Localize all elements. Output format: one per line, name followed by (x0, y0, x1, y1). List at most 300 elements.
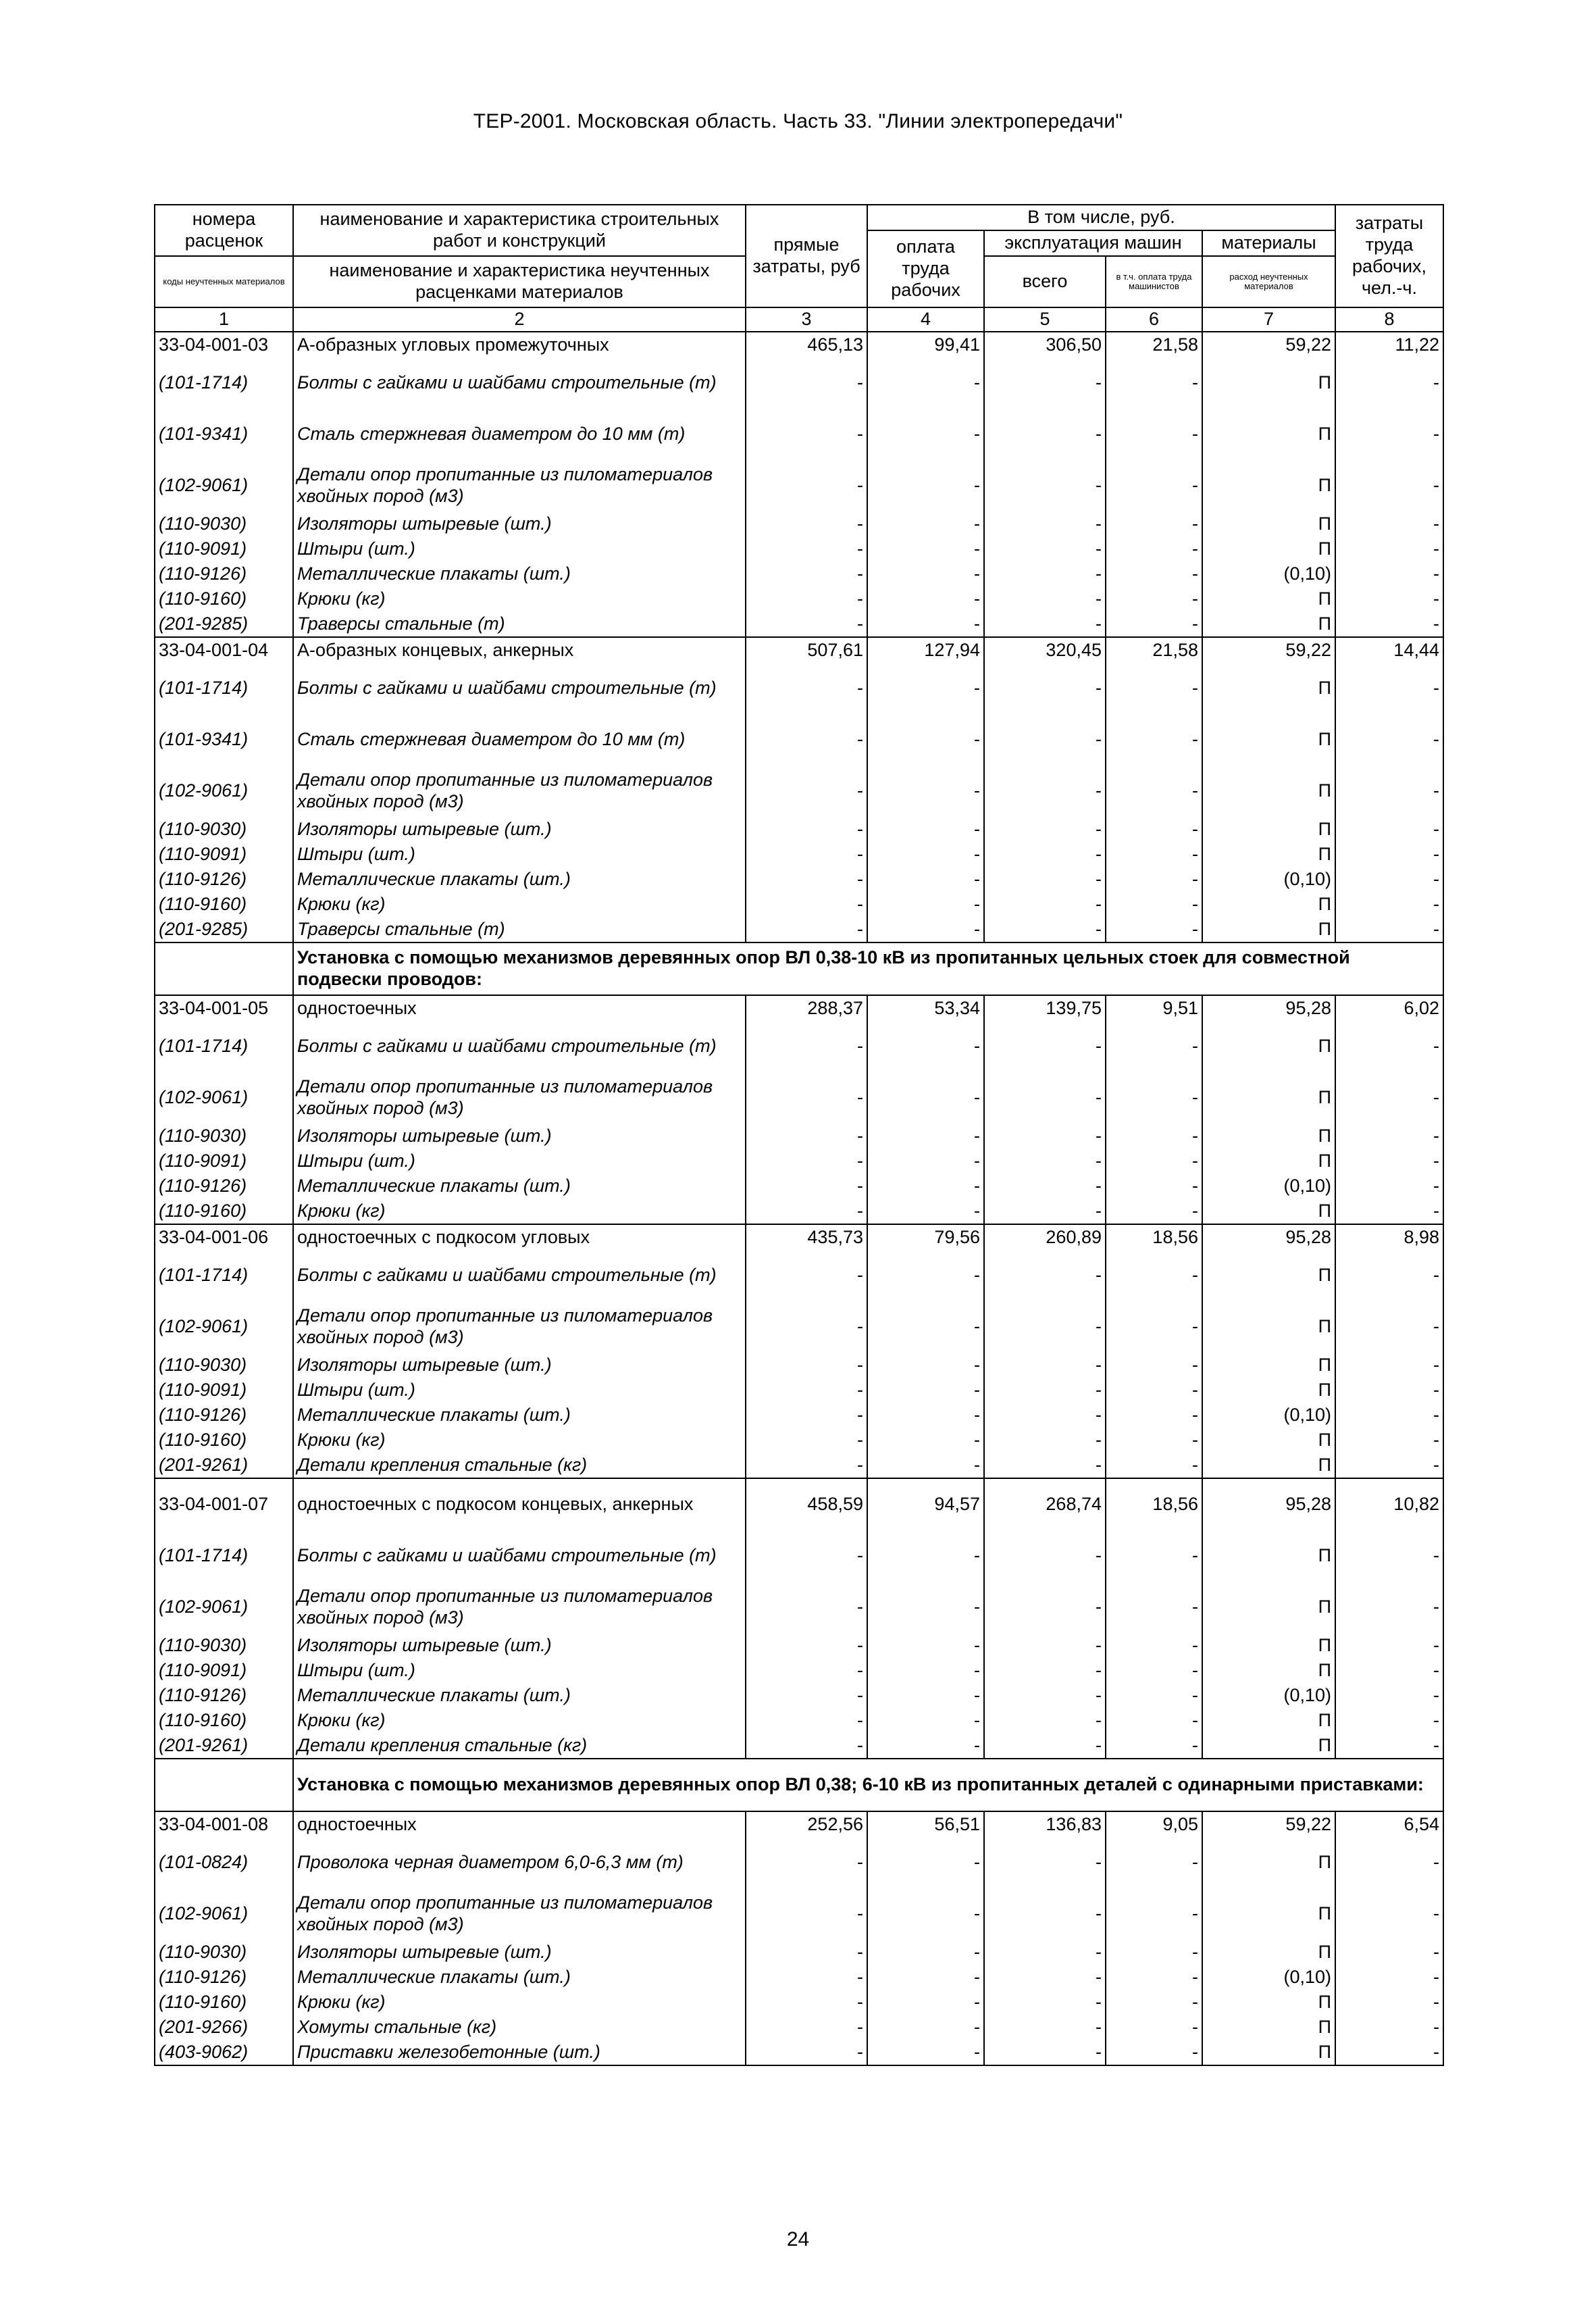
direct-costs-value: - (746, 511, 867, 536)
wages-value: 127,94 (867, 637, 984, 663)
labor-costs-value: - (1335, 817, 1443, 842)
wages-value: - (867, 611, 984, 637)
materials-value: П (1202, 2015, 1335, 2040)
wages-value: - (867, 1733, 984, 1759)
materials-value: 95,28 (1202, 1478, 1335, 1530)
wages-value: - (867, 1990, 984, 2015)
wages-value: - (867, 1708, 984, 1733)
material-name: Штыри (шт.) (293, 536, 746, 561)
machines-total-value: - (984, 460, 1106, 511)
wages-value: - (867, 1837, 984, 1888)
header-materials: материалы (1202, 230, 1335, 256)
rate-name: одностоечных с подкосом угловых (293, 1224, 746, 1250)
materials-value: П (1202, 917, 1335, 942)
machines-total-value: - (984, 917, 1106, 942)
machinist-wages-value: - (1106, 1582, 1202, 1633)
wages-value: - (867, 817, 984, 842)
material-row (155, 460, 1443, 511)
material-code: (110-9091) (155, 1149, 293, 1174)
material-code: (101-1714) (155, 1021, 293, 1072)
machinist-wages-value: - (1106, 1683, 1202, 1708)
direct-costs-value: - (746, 2015, 867, 2040)
material-row (155, 1940, 1443, 1965)
wages-value: - (867, 460, 984, 511)
materials-value: П (1202, 1199, 1335, 1224)
wages-value: - (867, 1683, 984, 1708)
direct-costs-value: - (746, 917, 867, 942)
machines-total-value: - (984, 1683, 1106, 1708)
wages-value: - (867, 1021, 984, 1072)
machines-total-value: - (984, 1658, 1106, 1683)
labor-costs-value: - (1335, 586, 1443, 611)
materials-value: П (1202, 1633, 1335, 1658)
materials-value: (0,10) (1202, 1683, 1335, 1708)
rate-code: 33-04-001-03 (155, 332, 293, 357)
machines-total-value: - (984, 2015, 1106, 2040)
material-code: (102-9061) (155, 1072, 293, 1124)
direct-costs-value: - (746, 1888, 867, 1940)
material-row (155, 1965, 1443, 1990)
column-number: 4 (867, 307, 984, 332)
material-row (155, 1990, 1443, 2015)
machinist-wages-value: - (1106, 1149, 1202, 1174)
column-number: 7 (1202, 307, 1335, 332)
material-row (155, 1174, 1443, 1199)
direct-costs-value: - (746, 1301, 867, 1353)
wages-value: - (867, 357, 984, 409)
material-row (155, 867, 1443, 892)
machines-total-value: - (984, 765, 1106, 817)
direct-costs-value: - (746, 1250, 867, 1301)
machinist-wages-value: - (1106, 1658, 1202, 1683)
material-row (155, 1708, 1443, 1733)
direct-costs-value: - (746, 1965, 867, 1990)
material-code: (102-9061) (155, 1301, 293, 1353)
machines-total-value: 139,75 (984, 995, 1106, 1021)
machinist-wages-value: - (1106, 917, 1202, 942)
direct-costs-value: 252,56 (746, 1811, 867, 1837)
labor-costs-value: - (1335, 1124, 1443, 1149)
material-row (155, 765, 1443, 817)
rate-row (155, 995, 1443, 1021)
material-name: Траверсы стальные (т) (293, 917, 746, 942)
material-row (155, 1124, 1443, 1149)
direct-costs-value: - (746, 1658, 867, 1683)
machines-total-value: - (984, 867, 1106, 892)
machinist-wages-value: - (1106, 460, 1202, 511)
machinist-wages-value: - (1106, 536, 1202, 561)
machines-total-value: - (984, 892, 1106, 917)
machines-total-value: - (984, 1708, 1106, 1733)
header-rate-number: номера расценок (155, 205, 293, 256)
labor-costs-value: - (1335, 1837, 1443, 1888)
wages-value: - (867, 1888, 984, 1940)
rate-code: 33-04-001-04 (155, 637, 293, 663)
direct-costs-value: - (746, 1990, 867, 2015)
rate-row (155, 637, 1443, 663)
material-row (155, 842, 1443, 867)
rate-name: А-образных угловых промежуточных (293, 332, 746, 357)
labor-costs-value: - (1335, 1021, 1443, 1072)
direct-costs-value: - (746, 1021, 867, 1072)
material-name: Крюки (кг) (293, 1428, 746, 1453)
material-code: (403-9062) (155, 2040, 293, 2065)
material-row (155, 892, 1443, 917)
material-code: (110-9126) (155, 867, 293, 892)
header-material-codes: коды неучтенных материалов (155, 256, 293, 307)
machines-total-value: - (984, 663, 1106, 714)
direct-costs-value: 435,73 (746, 1224, 867, 1250)
materials-value: 59,22 (1202, 637, 1335, 663)
machines-total-value: - (984, 714, 1106, 765)
machinist-wages-value: - (1106, 1250, 1202, 1301)
rate-row (155, 1811, 1443, 1837)
wages-value: - (867, 1428, 984, 1453)
material-name: Детали опор пропитанные из пиломатериалов хвойных пород (м3) (293, 1301, 746, 1353)
wages-value: - (867, 1072, 984, 1124)
direct-costs-value: - (746, 1683, 867, 1708)
direct-costs-value: - (746, 1353, 867, 1378)
machinist-wages-value: - (1106, 1837, 1202, 1888)
machines-total-value: - (984, 1353, 1106, 1378)
labor-costs-value: - (1335, 714, 1443, 765)
wages-value: 94,57 (867, 1478, 984, 1530)
material-name: Изоляторы штыревые (шт.) (293, 1633, 746, 1658)
wages-value: - (867, 1378, 984, 1403)
material-name: Штыри (шт.) (293, 842, 746, 867)
material-row (155, 1378, 1443, 1403)
material-code: (110-9030) (155, 1633, 293, 1658)
material-row (155, 536, 1443, 561)
direct-costs-value: - (746, 460, 867, 511)
labor-costs-value: - (1335, 357, 1443, 409)
machines-total-value: - (984, 357, 1106, 409)
machinist-wages-value: 9,05 (1106, 1811, 1202, 1837)
machinist-wages-value: - (1106, 663, 1202, 714)
machinist-wages-value: - (1106, 1965, 1202, 1990)
material-row (155, 511, 1443, 536)
machinist-wages-value: - (1106, 1708, 1202, 1733)
material-name: Хомуты стальные (кг) (293, 2015, 746, 2040)
machines-total-value: - (984, 1837, 1106, 1888)
direct-costs-value: - (746, 1837, 867, 1888)
material-code: (110-9030) (155, 1124, 293, 1149)
labor-costs-value: - (1335, 1990, 1443, 2015)
labor-costs-value: - (1335, 460, 1443, 511)
material-code: (102-9061) (155, 1582, 293, 1633)
direct-costs-value: - (746, 1124, 867, 1149)
machinist-wages-value: - (1106, 1353, 1202, 1378)
machinist-wages-value: - (1106, 842, 1202, 867)
machines-total-value: - (984, 1174, 1106, 1199)
material-name: Изоляторы штыревые (шт.) (293, 1124, 746, 1149)
wages-value: 56,51 (867, 1811, 984, 1837)
material-row (155, 663, 1443, 714)
material-code: (101-1714) (155, 663, 293, 714)
labor-costs-value: 11,22 (1335, 332, 1443, 357)
material-row (155, 1888, 1443, 1940)
material-code: (110-9160) (155, 1990, 293, 2015)
machines-total-value: - (984, 611, 1106, 637)
column-number: 3 (746, 307, 867, 332)
material-name: Металлические плакаты (шт.) (293, 867, 746, 892)
material-row (155, 1250, 1443, 1301)
wages-value: - (867, 917, 984, 942)
material-row (155, 1199, 1443, 1224)
materials-value: П (1202, 1124, 1335, 1149)
materials-value: П (1202, 765, 1335, 817)
wages-value: - (867, 1530, 984, 1582)
labor-costs-value: - (1335, 611, 1443, 637)
column-number: 5 (984, 307, 1106, 332)
material-code: (110-9091) (155, 1658, 293, 1683)
material-name: Металлические плакаты (шт.) (293, 1965, 746, 1990)
machinist-wages-value: - (1106, 1199, 1202, 1224)
materials-value: 95,28 (1202, 995, 1335, 1021)
rate-row (155, 1224, 1443, 1250)
machines-total-value: - (984, 1453, 1106, 1478)
machinist-wages-value: - (1106, 1530, 1202, 1582)
material-name: Крюки (кг) (293, 892, 746, 917)
wages-value: - (867, 1250, 984, 1301)
materials-value: П (1202, 2040, 1335, 2065)
materials-value: П (1202, 1837, 1335, 1888)
rate-code: 33-04-001-05 (155, 995, 293, 1021)
machines-total-value: - (984, 2040, 1106, 2065)
header-unaccounted-materials: расход неучтенных материалов (1202, 256, 1335, 307)
machinist-wages-value: - (1106, 611, 1202, 637)
materials-value: П (1202, 460, 1335, 511)
materials-value: П (1202, 511, 1335, 536)
direct-costs-value: - (746, 586, 867, 611)
machines-total-value: - (984, 1250, 1106, 1301)
machines-total-value: - (984, 1940, 1106, 1965)
machinist-wages-value: - (1106, 1403, 1202, 1428)
labor-costs-value: - (1335, 1174, 1443, 1199)
material-row (155, 1353, 1443, 1378)
materials-value: (0,10) (1202, 1965, 1335, 1990)
direct-costs-value: - (746, 1378, 867, 1403)
wages-value: - (867, 561, 984, 586)
rate-name: одностоечных (293, 995, 746, 1021)
machines-total-value: - (984, 1965, 1106, 1990)
direct-costs-value: - (746, 1453, 867, 1478)
direct-costs-value: - (746, 1582, 867, 1633)
machinist-wages-value: - (1106, 817, 1202, 842)
materials-value: П (1202, 1658, 1335, 1683)
materials-value: П (1202, 1888, 1335, 1940)
section-heading-row (155, 1759, 1443, 1811)
machinist-wages-value: - (1106, 867, 1202, 892)
material-code: (201-9261) (155, 1453, 293, 1478)
material-row (155, 1683, 1443, 1708)
labor-costs-value: 10,82 (1335, 1478, 1443, 1530)
machinist-wages-value: - (1106, 561, 1202, 586)
labor-costs-value: - (1335, 1708, 1443, 1733)
labor-costs-value: - (1335, 1888, 1443, 1940)
material-row (155, 1072, 1443, 1124)
material-code: (110-9126) (155, 561, 293, 586)
machinist-wages-value: - (1106, 1072, 1202, 1124)
machines-total-value: - (984, 1021, 1106, 1072)
material-row (155, 561, 1443, 586)
materials-value: П (1202, 1021, 1335, 1072)
materials-value: П (1202, 1453, 1335, 1478)
labor-costs-value: - (1335, 1072, 1443, 1124)
material-code: (102-9061) (155, 460, 293, 511)
material-name: Детали крепления стальные (кг) (293, 1733, 746, 1759)
material-code: (201-9266) (155, 2015, 293, 2040)
machinist-wages-value: - (1106, 892, 1202, 917)
materials-value: П (1202, 1708, 1335, 1733)
machinist-wages-value: - (1106, 1428, 1202, 1453)
material-code: (110-9030) (155, 1353, 293, 1378)
labor-costs-value: - (1335, 1940, 1443, 1965)
header-material-name: наименование и характеристика неучтенных расценками материалов (293, 256, 746, 307)
materials-value: 95,28 (1202, 1224, 1335, 1250)
wages-value: - (867, 1658, 984, 1683)
material-code: (101-1714) (155, 1530, 293, 1582)
machines-total-value: 260,89 (984, 1224, 1106, 1250)
materials-value: (0,10) (1202, 867, 1335, 892)
machines-total-value: - (984, 561, 1106, 586)
direct-costs-value: - (746, 1940, 867, 1965)
machines-total-value: - (984, 1733, 1106, 1759)
material-row (155, 1428, 1443, 1453)
direct-costs-value: - (746, 1428, 867, 1453)
labor-costs-value: - (1335, 663, 1443, 714)
labor-costs-value: - (1335, 1378, 1443, 1403)
page-number: 24 (786, 2228, 810, 2250)
machines-total-value: - (984, 1149, 1106, 1174)
labor-costs-value: - (1335, 1658, 1443, 1683)
labor-costs-value: 14,44 (1335, 637, 1443, 663)
material-code: (201-9285) (155, 611, 293, 637)
rate-code: 33-04-001-06 (155, 1224, 293, 1250)
wages-value: - (867, 1124, 984, 1149)
labor-costs-value: - (1335, 1403, 1443, 1428)
direct-costs-value: - (746, 1072, 867, 1124)
wages-value: - (867, 409, 984, 460)
header-machines: эксплуатация машин (984, 230, 1202, 256)
materials-value: (0,10) (1202, 561, 1335, 586)
materials-value: П (1202, 892, 1335, 917)
materials-value: П (1202, 1072, 1335, 1124)
material-row (155, 817, 1443, 842)
material-code: (110-9126) (155, 1174, 293, 1199)
machines-total-value: - (984, 536, 1106, 561)
labor-costs-value: - (1335, 561, 1443, 586)
wages-value: 79,56 (867, 1224, 984, 1250)
material-code: (201-9261) (155, 1733, 293, 1759)
machines-total-value: - (984, 1990, 1106, 2015)
material-code: (110-9091) (155, 536, 293, 561)
direct-costs-value: - (746, 765, 867, 817)
header-direct-costs: прямые затраты, руб (746, 205, 867, 307)
wages-value: - (867, 1965, 984, 1990)
wages-value: - (867, 892, 984, 917)
labor-costs-value: - (1335, 1633, 1443, 1658)
wages-value: 99,41 (867, 332, 984, 357)
labor-costs-value: - (1335, 409, 1443, 460)
material-code: (110-9160) (155, 1428, 293, 1453)
material-name: Штыри (шт.) (293, 1658, 746, 1683)
material-code: (110-9091) (155, 842, 293, 867)
material-row (155, 1149, 1443, 1174)
materials-value: П (1202, 714, 1335, 765)
material-code: (110-9160) (155, 1708, 293, 1733)
materials-value: (0,10) (1202, 1174, 1335, 1199)
machines-total-value: 268,74 (984, 1478, 1106, 1530)
direct-costs-value: 288,37 (746, 995, 867, 1021)
material-code: (110-9126) (155, 1403, 293, 1428)
column-number: 8 (1335, 307, 1443, 332)
machinist-wages-value: - (1106, 2040, 1202, 2065)
wages-value: - (867, 1149, 984, 1174)
labor-costs-value: - (1335, 892, 1443, 917)
materials-value: П (1202, 1428, 1335, 1453)
machines-total-value: - (984, 1301, 1106, 1353)
machinist-wages-value: - (1106, 586, 1202, 611)
machinist-wages-value: 18,56 (1106, 1224, 1202, 1250)
labor-costs-value: 6,54 (1335, 1811, 1443, 1837)
rate-row (155, 332, 1443, 357)
labor-costs-value: - (1335, 867, 1443, 892)
machinist-wages-value: - (1106, 1888, 1202, 1940)
material-row (155, 1021, 1443, 1072)
direct-costs-value: - (746, 1633, 867, 1658)
machines-total-value: - (984, 1633, 1106, 1658)
rate-code: 33-04-001-08 (155, 1811, 293, 1837)
material-code: (110-9126) (155, 1683, 293, 1708)
material-code: (102-9061) (155, 765, 293, 817)
materials-value: П (1202, 1940, 1335, 1965)
material-code: (110-9160) (155, 1199, 293, 1224)
wages-value: - (867, 765, 984, 817)
materials-value: П (1202, 611, 1335, 637)
machinist-wages-value: - (1106, 2015, 1202, 2040)
machinist-wages-value: 18,56 (1106, 1478, 1202, 1530)
machines-total-value: - (984, 842, 1106, 867)
materials-value: П (1202, 1301, 1335, 1353)
machinist-wages-value: - (1106, 1174, 1202, 1199)
machinist-wages-value: - (1106, 1733, 1202, 1759)
rate-name: одностоечных (293, 1811, 746, 1837)
material-row (155, 357, 1443, 409)
labor-costs-value: - (1335, 1250, 1443, 1301)
material-row (155, 1733, 1443, 1759)
wages-value: - (867, 1453, 984, 1478)
labor-costs-value: - (1335, 842, 1443, 867)
material-name: Крюки (кг) (293, 1708, 746, 1733)
machinist-wages-value: 9,51 (1106, 995, 1202, 1021)
machines-total-value: - (984, 1378, 1106, 1403)
material-name: Изоляторы штыревые (шт.) (293, 511, 746, 536)
materials-value: 59,22 (1202, 332, 1335, 357)
machinist-wages-value: - (1106, 714, 1202, 765)
materials-value: П (1202, 1990, 1335, 2015)
labor-costs-value: 6,02 (1335, 995, 1443, 1021)
material-name: Штыри (шт.) (293, 1378, 746, 1403)
material-code: (110-9030) (155, 511, 293, 536)
labor-costs-value: - (1335, 511, 1443, 536)
wages-value: - (867, 1174, 984, 1199)
materials-value: П (1202, 536, 1335, 561)
materials-value: П (1202, 1353, 1335, 1378)
wages-value: - (867, 1403, 984, 1428)
header-machinist-wages: в т.ч. оплата труда машинистов (1106, 256, 1202, 307)
machinist-wages-value: - (1106, 1301, 1202, 1353)
